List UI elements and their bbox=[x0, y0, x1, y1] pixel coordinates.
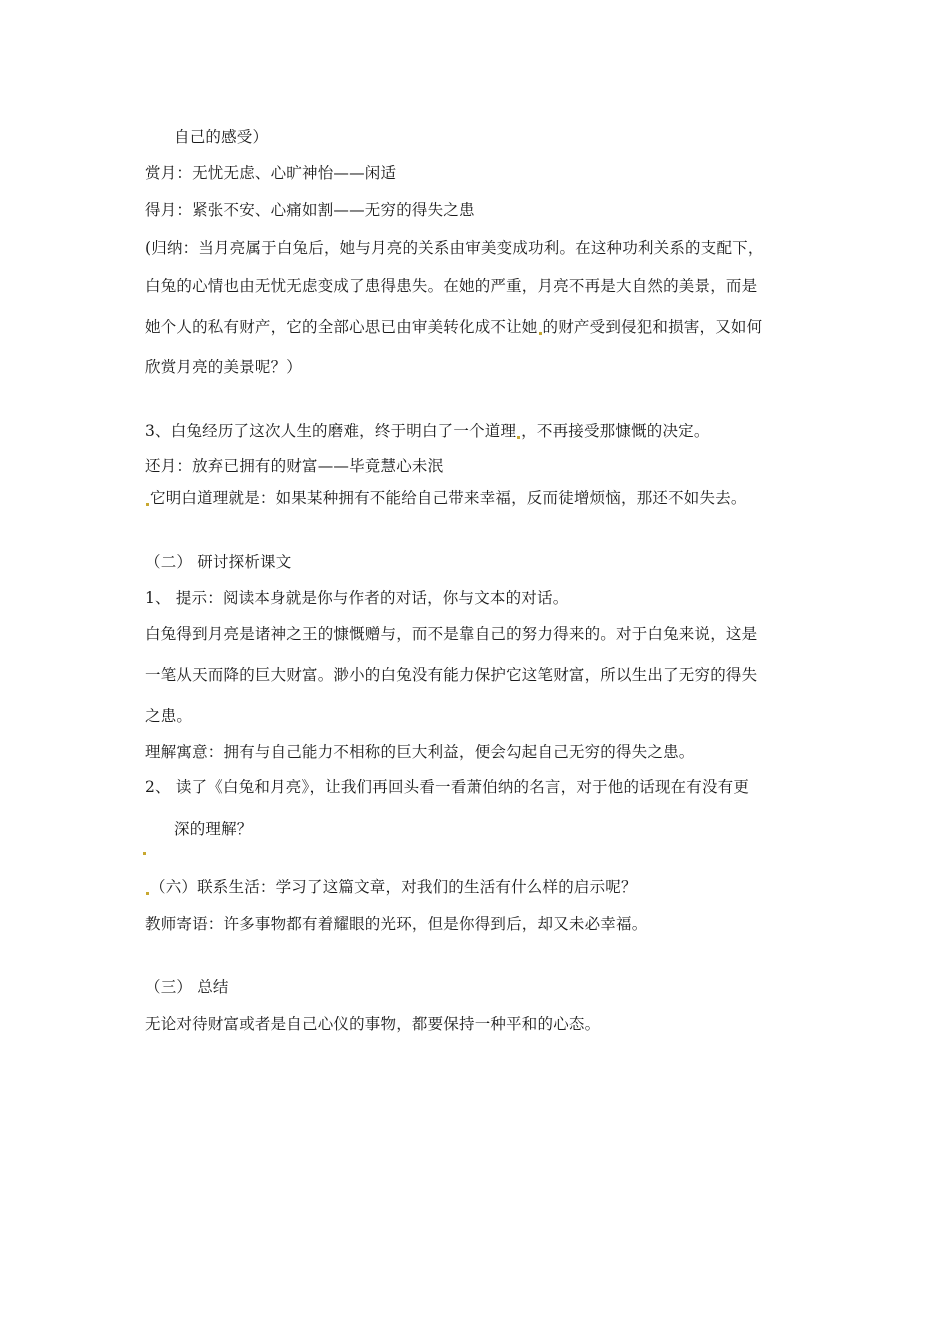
text-line bbox=[145, 317, 762, 337]
text-line: 无论对待财富或者是自己心仪的事物，都要保持一种平和的心态。 bbox=[145, 1015, 601, 1033]
text-line: 1、 提示：阅读本身就是你与作者的对话，你与文本的对话。 bbox=[145, 589, 569, 607]
text-line: 理解寓意：拥有与自己能力不相称的巨大利益，便会勾起自己无穷的得失之患。 bbox=[145, 743, 695, 761]
text-line bbox=[145, 488, 747, 508]
text-line: 白兔得到月亮是诸神之王的慷慨赠与，而不是靠自己的努力得来的。对于白兔来说，这是 bbox=[145, 625, 758, 643]
text-segment: 它明白道理就是：如果某种拥有不能给自己带来幸福，反而徒增烦恼，那还不如失去。 bbox=[150, 489, 747, 507]
text-line: 之患。 bbox=[145, 707, 193, 725]
text-line: 还月：放弃已拥有的财富——毕竟慧心未泯 bbox=[145, 457, 444, 475]
text-line: 欣赏月亮的美景呢？） bbox=[145, 358, 303, 376]
section-heading: （二） 研讨探析课文 bbox=[145, 553, 292, 571]
text-line: 教师寄语：许多事物都有着耀眼的光环，但是你得到后，却又未必幸福。 bbox=[145, 915, 648, 933]
edit-mark bbox=[146, 892, 149, 895]
text-line: 白兔的心情也由无忧无虑变成了患得患失。在她的严重，月亮不再是大自然的美景，而是 bbox=[145, 277, 758, 295]
text-line: 深的理解？ bbox=[174, 820, 253, 838]
text-segment: （六）联系生活：学习了这篇文章，对我们的生活有什么样的启示呢？ bbox=[150, 878, 637, 896]
text-line: 2、 读了《白兔和月亮》，让我们再回头看一看萧伯纳的名言，对于他的话现在有没有更 bbox=[145, 778, 750, 796]
text-segment: 3、白兔经历了这次人生的磨难，终于明白了一个道理 bbox=[145, 422, 517, 440]
text-line: (归纳：当月亮属于白兔后，她与月亮的关系由审美变成功利。在这种功利关系的支配下， bbox=[145, 239, 764, 257]
text-line: 赏月：无忧无虑、心旷神怡——闲适 bbox=[145, 164, 397, 182]
text-line bbox=[145, 877, 637, 897]
text-line: 一笔从天而降的巨大财富。渺小的白兔没有能力保护它这笔财富，所以生出了无穷的得失 bbox=[145, 666, 758, 684]
edit-mark bbox=[539, 332, 542, 335]
section-heading: （三） 总结 bbox=[145, 978, 229, 996]
text-segment: 的财产受到侵犯和损害，又如何 bbox=[542, 318, 763, 336]
text-segment: 她个人的私有财产，它的全部心思已由审美转化成不让她 bbox=[145, 318, 538, 336]
text-line: 自己的感受） bbox=[174, 128, 269, 146]
text-segment: ，不再接受那慷慨的决定。 bbox=[521, 422, 710, 440]
edit-mark bbox=[143, 852, 146, 855]
edit-mark bbox=[517, 436, 520, 439]
text-line bbox=[145, 421, 710, 441]
text-line: 得月：紧张不安、心痛如割——无穷的得失之患 bbox=[145, 201, 475, 219]
edit-mark bbox=[146, 503, 149, 506]
